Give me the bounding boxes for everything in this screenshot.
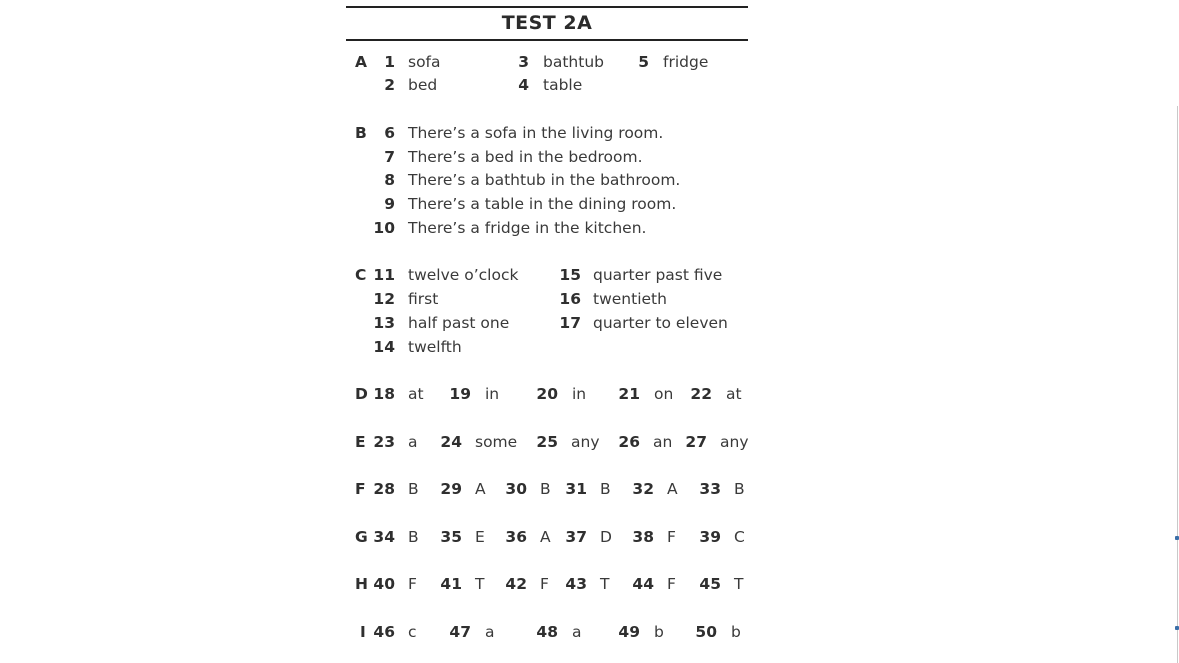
question-number: 21 — [618, 385, 640, 403]
question-number: 11 — [373, 266, 395, 284]
question-number: 20 — [536, 385, 558, 403]
question-number: 6 — [384, 124, 395, 142]
question-number: 40 — [373, 575, 395, 593]
answer-text: bed — [408, 76, 438, 94]
question-number: 3 — [518, 53, 529, 71]
question-number: 25 — [536, 433, 558, 451]
answer-text: There’s a bed in the bedroom. — [408, 148, 643, 166]
question-number: 33 — [699, 480, 721, 498]
question-number: 47 — [449, 623, 471, 641]
answer-text: an — [653, 433, 673, 451]
question-number: 31 — [565, 480, 587, 498]
question-number: 16 — [559, 290, 581, 308]
question-number: 14 — [373, 338, 395, 356]
answer-text: T — [475, 575, 485, 593]
answer-text: A — [475, 480, 486, 498]
question-number: 23 — [373, 433, 395, 451]
question-number: 42 — [505, 575, 527, 593]
answer-text: There’s a bathtub in the bathroom. — [408, 171, 681, 189]
answer-text: D — [600, 528, 612, 546]
answer-text: any — [720, 433, 749, 451]
question-number: 39 — [699, 528, 721, 546]
scrollbar-edge[interactable] — [1177, 106, 1178, 663]
question-number: 50 — [695, 623, 717, 641]
question-number: 19 — [449, 385, 471, 403]
answer-text: on — [654, 385, 674, 403]
answer-text: any — [571, 433, 600, 451]
answer-text: T — [600, 575, 610, 593]
answer-text: bathtub — [543, 53, 604, 71]
title-underline — [346, 39, 748, 41]
section-letter-i: I — [360, 623, 366, 641]
answer-text: There’s a table in the dining room. — [408, 195, 677, 213]
answer-text: F — [667, 575, 676, 593]
question-number: 45 — [699, 575, 721, 593]
question-number: 32 — [632, 480, 654, 498]
question-number: 24 — [440, 433, 462, 451]
question-number: 9 — [384, 195, 395, 213]
top-rule — [346, 6, 748, 8]
answer-text: at — [726, 385, 742, 403]
question-number: 48 — [536, 623, 558, 641]
answer-text: F — [667, 528, 676, 546]
question-number: 7 — [384, 148, 395, 166]
section-letter-b: B — [355, 124, 367, 142]
answer-text: b — [731, 623, 741, 641]
answer-text: A — [540, 528, 551, 546]
answer-text: B — [734, 480, 745, 498]
section-letter-h: H — [355, 575, 368, 593]
section-letter-c: C — [355, 266, 367, 284]
answer-text: at — [408, 385, 424, 403]
answer-text: first — [408, 290, 439, 308]
question-number: 41 — [440, 575, 462, 593]
answer-text: B — [408, 480, 419, 498]
edge-marker — [1175, 536, 1179, 540]
question-number: 12 — [373, 290, 395, 308]
answer-text: a — [408, 433, 418, 451]
answer-text: c — [408, 623, 417, 641]
question-number: 46 — [373, 623, 395, 641]
answer-text: F — [408, 575, 417, 593]
section-letter-g: G — [355, 528, 368, 546]
page-title: TEST 2A — [501, 12, 593, 34]
answer-text: E — [475, 528, 485, 546]
question-number: 10 — [373, 219, 395, 237]
answer-text: b — [654, 623, 664, 641]
question-number: 22 — [690, 385, 712, 403]
answer-text: T — [734, 575, 744, 593]
section-letter-f: F — [355, 480, 366, 498]
answer-text: in — [572, 385, 587, 403]
question-number: 29 — [440, 480, 462, 498]
answer-text: B — [408, 528, 419, 546]
answer-text: twentieth — [593, 290, 667, 308]
section-letter-e: E — [355, 433, 366, 451]
question-number: 49 — [618, 623, 640, 641]
section-letter-a: A — [355, 53, 367, 71]
question-number: 1 — [384, 53, 395, 71]
answer-text: half past one — [408, 314, 510, 332]
question-number: 30 — [505, 480, 527, 498]
question-number: 15 — [559, 266, 581, 284]
answer-text: a — [485, 623, 495, 641]
question-number: 36 — [505, 528, 527, 546]
question-number: 34 — [373, 528, 395, 546]
question-number: 5 — [638, 53, 649, 71]
section-letter-d: D — [355, 385, 368, 403]
answer-text: F — [540, 575, 549, 593]
question-number: 13 — [373, 314, 395, 332]
question-number: 44 — [632, 575, 654, 593]
answer-text: B — [540, 480, 551, 498]
question-number: 17 — [559, 314, 581, 332]
question-number: 37 — [565, 528, 587, 546]
answer-text: C — [734, 528, 745, 546]
question-number: 2 — [384, 76, 395, 94]
answer-text: There’s a fridge in the kitchen. — [408, 219, 647, 237]
answer-text: fridge — [663, 53, 709, 71]
question-number: 4 — [518, 76, 529, 94]
answer-text: B — [600, 480, 611, 498]
question-number: 26 — [618, 433, 640, 451]
answer-text: twelve o’clock — [408, 266, 519, 284]
answer-text: sofa — [408, 53, 441, 71]
question-number: 28 — [373, 480, 395, 498]
answer-text: in — [485, 385, 500, 403]
answer-text: some — [475, 433, 518, 451]
answer-text: a — [572, 623, 582, 641]
answer-text: table — [543, 76, 583, 94]
answer-text: quarter past five — [593, 266, 723, 284]
question-number: 18 — [373, 385, 395, 403]
answer-text: twelfth — [408, 338, 462, 356]
question-number: 27 — [685, 433, 707, 451]
question-number: 8 — [384, 171, 395, 189]
question-number: 35 — [440, 528, 462, 546]
answer-text: A — [667, 480, 678, 498]
question-number: 38 — [632, 528, 654, 546]
question-number: 43 — [565, 575, 587, 593]
edge-marker — [1175, 626, 1179, 630]
answer-text: quarter to eleven — [593, 314, 728, 332]
answer-text: There’s a sofa in the living room. — [408, 124, 664, 142]
